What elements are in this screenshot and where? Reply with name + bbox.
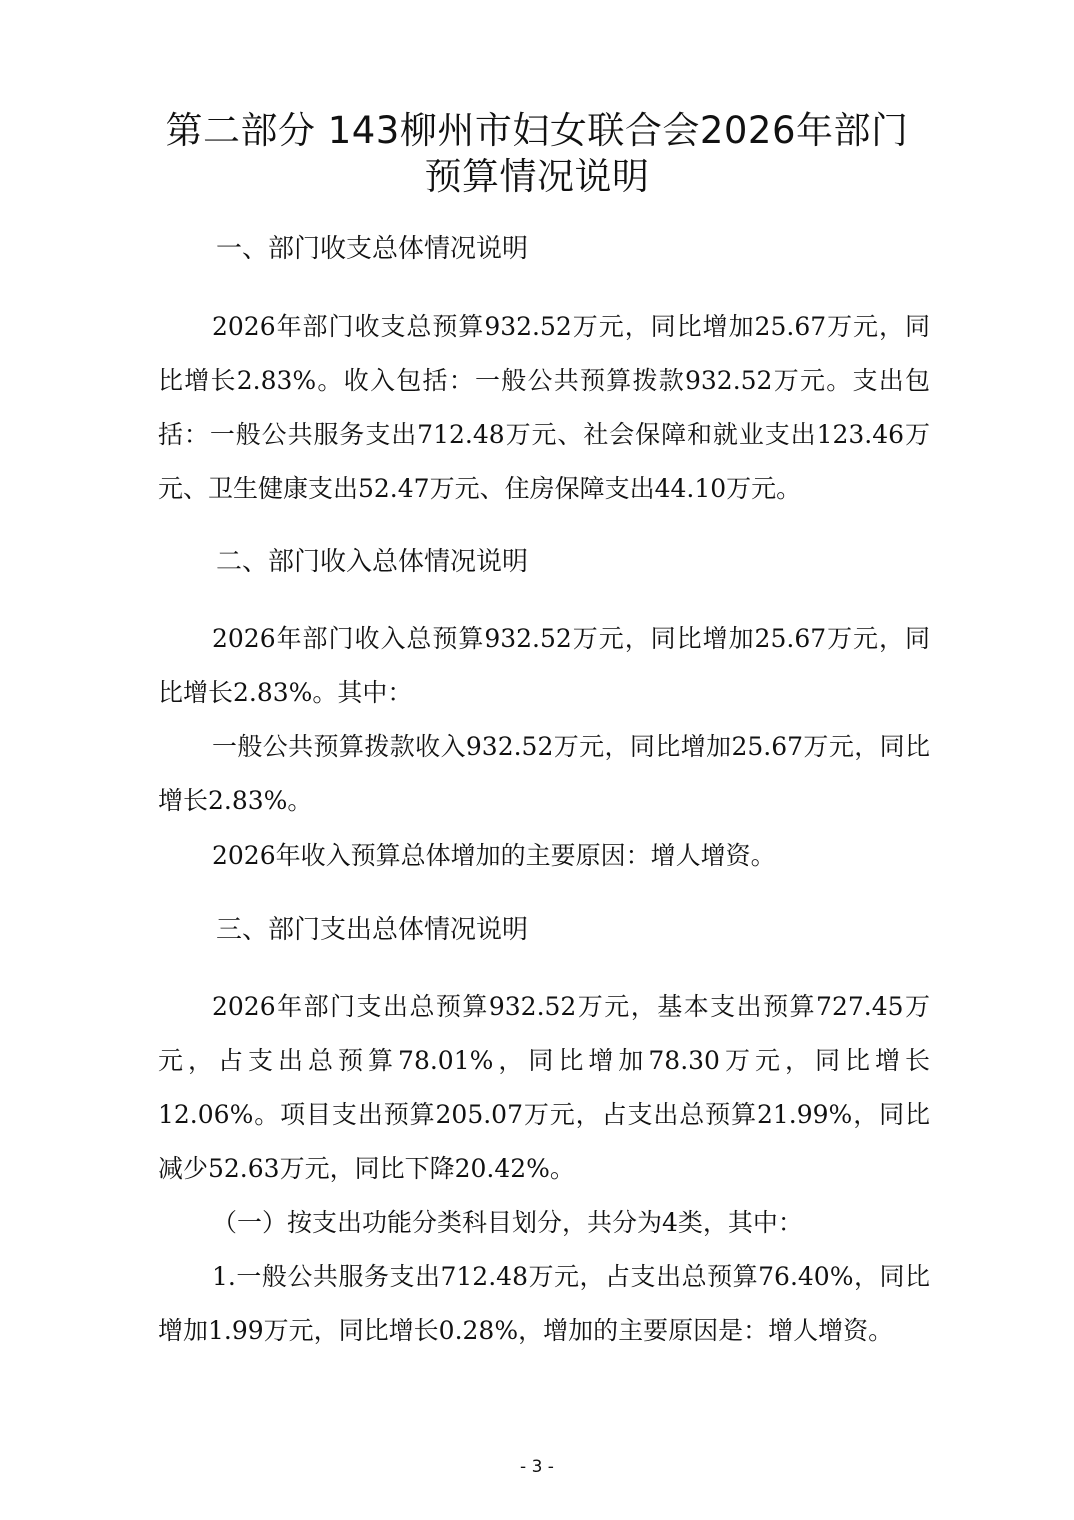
section-1-heading: 一、部门收支总体情况说明 — [216, 234, 529, 264]
section-2-paragraph-1: 2026年部门收入总预算932.52万元，同比增加25.67万元，同比增长2.83%。其中： — [158, 624, 930, 707]
section-3-paragraph-2: （一）按支出功能分类科目划分，共分为4类，其中： — [212, 1208, 803, 1237]
section-1-paragraph-1: 2026年部门收支总预算932.52万元，同比增加25.67万元，同比增长2.83%。收入包括：一般公共预算拨款932.52万元。支出包括：一般公共服务支出712.48万元、社会保障和就业支出123.46万元、卫生健康支出52.47万元、住房保障支出44.10万元。 — [158, 312, 930, 503]
section-3-heading: 三、部门支出总体情况说明 — [216, 915, 529, 945]
page-title — [100, 108, 974, 200]
page-number: - 3 - — [520, 1457, 554, 1477]
section-2-paragraph-3: 2026年收入预算总体增加的主要原因：增人增资。 — [212, 841, 776, 870]
page-title-line-2: 预算情况说明 — [424, 155, 650, 198]
section-2-paragraph-2: 一般公共预算拨款收入932.52万元，同比增加25.67万元，同比增长2.83%。 — [158, 732, 930, 815]
section-3-paragraph-3: 1.一般公共服务支出712.48万元，占支出总预算76.40%，同比增加1.99万元，同比增长0.28%，增加的主要原因是：增人增资。 — [158, 1262, 930, 1345]
section-3-paragraph-1: 2026年部门支出总预算932.52万元，基本支出预算727.45万元，占支出总预算78.01%，同比增加78.30万元，同比增长12.06%。项目支出预算205.07万元，占支出总预算21.99%，同比减少52.63万元，同比下降20.42%。 — [158, 992, 930, 1183]
section-2-heading: 二、部门收入总体情况说明 — [216, 547, 529, 577]
page-title-line-1: 第二部分 143柳州市妇女联合会2026年部门 — [165, 109, 909, 152]
